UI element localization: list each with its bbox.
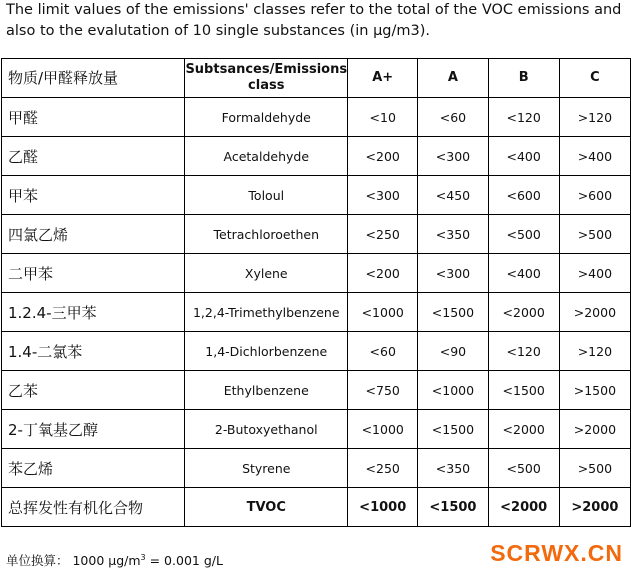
cell-substance-en: Formaldehyde [185, 98, 348, 137]
cell-b: <500 [488, 449, 559, 488]
unit-conversion-footnote [6, 551, 223, 569]
cell-b: <1500 [488, 371, 559, 410]
cell-substance-en: Ethylbenzene [185, 371, 348, 410]
cell-substance-en: Styrene [185, 449, 348, 488]
table-row [2, 488, 631, 527]
table-header-row [2, 59, 631, 98]
table-row [2, 371, 631, 410]
cell-substance-en: Toloul [185, 176, 348, 215]
table-row [2, 215, 631, 254]
header-substance-cn: 物质/甲醛释放量 [2, 59, 185, 98]
cell-substance-en: Acetaldehyde [185, 137, 348, 176]
cell-substance-en: TVOC [185, 488, 348, 527]
cell-b: <2000 [488, 410, 559, 449]
table-row [2, 254, 631, 293]
cell-b: <600 [488, 176, 559, 215]
cell-a: <300 [418, 254, 488, 293]
cell-substance-cn: 1.4-二氯苯 [2, 332, 185, 371]
emission-limits-table [1, 58, 631, 527]
header-class-c: C [559, 59, 630, 98]
header-substance-en: Subtsances/Emissions class [185, 59, 348, 98]
cell-substance-cn: 四氯乙烯 [2, 215, 185, 254]
header-class-a-plus: A+ [348, 59, 418, 98]
cell-substance-cn: 总挥发性有机化合物 [2, 488, 185, 527]
cell-substance-en: Xylene [185, 254, 348, 293]
cell-a: <1500 [418, 410, 488, 449]
cell-a: <90 [418, 332, 488, 371]
cell-a-plus: <250 [348, 215, 418, 254]
header-class-b: B [488, 59, 559, 98]
cell-c: >600 [559, 176, 630, 215]
cell-c: >500 [559, 215, 630, 254]
cell-a: <60 [418, 98, 488, 137]
cell-a-plus: <1000 [348, 488, 418, 527]
cell-substance-cn: 二甲苯 [2, 254, 185, 293]
table-row [2, 332, 631, 371]
cell-a: <350 [418, 215, 488, 254]
cell-a-plus: <200 [348, 137, 418, 176]
cell-a-plus: <200 [348, 254, 418, 293]
cell-a: <350 [418, 449, 488, 488]
cell-substance-en: 1,4-Dichlorbenzene [185, 332, 348, 371]
cell-substance-en: Tetrachloroethen [185, 215, 348, 254]
cell-a: <450 [418, 176, 488, 215]
cell-a-plus: <300 [348, 176, 418, 215]
cell-b: <400 [488, 137, 559, 176]
table-row [2, 98, 631, 137]
footnote-sup: 3 [140, 552, 146, 562]
cell-substance-cn: 甲苯 [2, 176, 185, 215]
cell-a-plus: <60 [348, 332, 418, 371]
cell-b: <500 [488, 215, 559, 254]
table-row [2, 176, 631, 215]
cell-substance-cn: 甲醛 [2, 98, 185, 137]
cell-c: >120 [559, 98, 630, 137]
cell-substance-cn: 乙苯 [2, 371, 185, 410]
cell-substance-en: 2-Butoxyethanol [185, 410, 348, 449]
cell-a-plus: <10 [348, 98, 418, 137]
cell-substance-cn: 2-丁氧基乙醇 [2, 410, 185, 449]
cell-c: >400 [559, 254, 630, 293]
table-row [2, 293, 631, 332]
cell-c: >2000 [559, 488, 630, 527]
intro-text: The limit values of the emissions' classes refer to the total of the VOC emissions and also to the evalutation of 10 single substances (in µg/m3). [6, 2, 622, 39]
cell-c: >120 [559, 332, 630, 371]
cell-a-plus: <1000 [348, 410, 418, 449]
cell-b: <2000 [488, 293, 559, 332]
cell-substance-en: 1,2,4-Trimethylbenzene [185, 293, 348, 332]
cell-a: <1500 [418, 293, 488, 332]
footnote-prefix: 单位换算： 1000 µg/m [6, 553, 141, 568]
cell-a: <1500 [418, 488, 488, 527]
cell-b: <120 [488, 332, 559, 371]
cell-c: >500 [559, 449, 630, 488]
cell-substance-cn: 苯乙烯 [2, 449, 185, 488]
cell-a: <1000 [418, 371, 488, 410]
footnote-suffix: = 0.001 g/L [145, 553, 223, 568]
cell-substance-cn: 乙醛 [2, 137, 185, 176]
cell-c: >1500 [559, 371, 630, 410]
cell-c: >2000 [559, 410, 630, 449]
cell-substance-cn: 1.2.4-三甲苯 [2, 293, 185, 332]
cell-a: <300 [418, 137, 488, 176]
table-row [2, 410, 631, 449]
cell-c: >400 [559, 137, 630, 176]
table-row [2, 449, 631, 488]
cell-b: <400 [488, 254, 559, 293]
cell-a-plus: <750 [348, 371, 418, 410]
table-row [2, 137, 631, 176]
cell-b: <2000 [488, 488, 559, 527]
header-class-a: A [418, 59, 488, 98]
cell-a-plus: <1000 [348, 293, 418, 332]
cell-a-plus: <250 [348, 449, 418, 488]
cell-c: >2000 [559, 293, 630, 332]
site-watermark: SCRWX.CN [490, 540, 623, 566]
cell-b: <120 [488, 98, 559, 137]
